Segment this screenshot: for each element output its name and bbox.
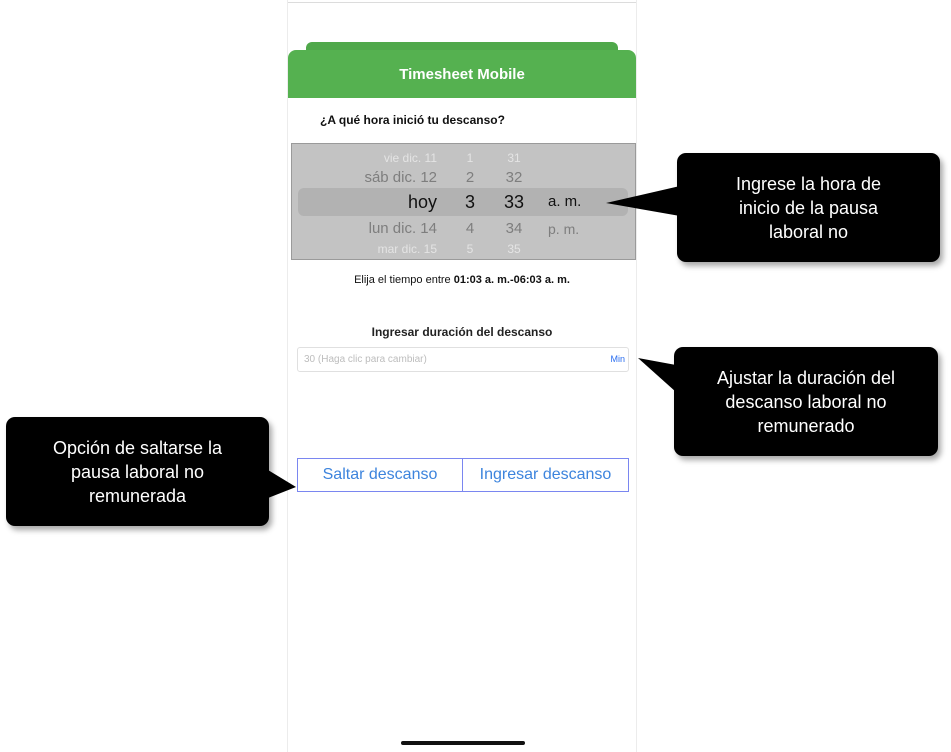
picker-hour: 4 — [465, 220, 475, 237]
picker-hour: 2 — [465, 169, 475, 186]
callout-skip — [6, 417, 269, 526]
callout-line: pausa laboral no — [70, 461, 205, 482]
picker-minute: 34 — [505, 220, 523, 237]
break-start-time-picker[interactable] — [291, 143, 636, 260]
phone-screen — [287, 0, 637, 752]
picker-hour: 5 — [466, 242, 474, 256]
callout-line: Ingrese la hora de — [735, 173, 882, 194]
callout-start-time — [677, 153, 940, 262]
break-duration-input[interactable] — [298, 348, 594, 371]
callout-line: inicio de la pausa — [738, 197, 879, 218]
picker-day: hoy — [407, 192, 437, 212]
callout-pointer-duration — [638, 358, 676, 392]
time-range-hint-prefix: Elija el tiempo entre — [354, 274, 454, 286]
time-range-value: 01:03 a. m.-06:03 a. m. — [453, 274, 570, 286]
picker-day: mar dic. 15 — [377, 242, 437, 256]
home-indicator — [401, 741, 525, 745]
duration-unit-label: Min — [610, 354, 625, 364]
picker-minute: 33 — [503, 192, 525, 212]
break-start-question: ¿A qué hora inició tu descanso? — [320, 113, 505, 127]
callout-line: descanso laboral no — [725, 391, 887, 412]
callout-line: Opción de saltarse la — [52, 437, 223, 458]
callout-line: remunerada — [88, 485, 187, 506]
break-duration-label: Ingresar duración del descanso — [371, 325, 553, 339]
callout-line: laboral no — [768, 221, 849, 242]
callout-line: Ajustar la duración del — [716, 367, 896, 388]
picker-day: lun dic. 14 — [368, 220, 437, 237]
time-range-hint — [288, 274, 636, 286]
skip-break-button[interactable]: Saltar descanso — [297, 458, 463, 492]
app-title: Timesheet Mobile — [399, 65, 525, 83]
picker-day: sáb dic. 12 — [364, 169, 437, 186]
picker-minute: 32 — [505, 169, 523, 186]
enter-break-button[interactable]: Ingresar descanso — [462, 458, 629, 492]
picker-row[interactable] — [292, 166, 636, 190]
callout-duration — [674, 347, 938, 456]
picker-hour: 1 — [466, 151, 474, 165]
picker-minute: 31 — [507, 151, 521, 165]
picker-day: vie dic. 11 — [383, 151, 437, 165]
app-header — [288, 50, 636, 98]
break-duration-field[interactable] — [297, 347, 629, 372]
picker-hour: 3 — [464, 192, 475, 212]
picker-minute: 35 — [507, 242, 521, 256]
picker-row-selected[interactable] — [292, 190, 636, 214]
callout-line: remunerado — [757, 415, 855, 436]
picker-ampm: p. m. — [548, 221, 580, 237]
picker-ampm: a. m. — [548, 193, 582, 210]
picker-row[interactable] — [292, 237, 636, 260]
status-divider — [288, 2, 636, 3]
